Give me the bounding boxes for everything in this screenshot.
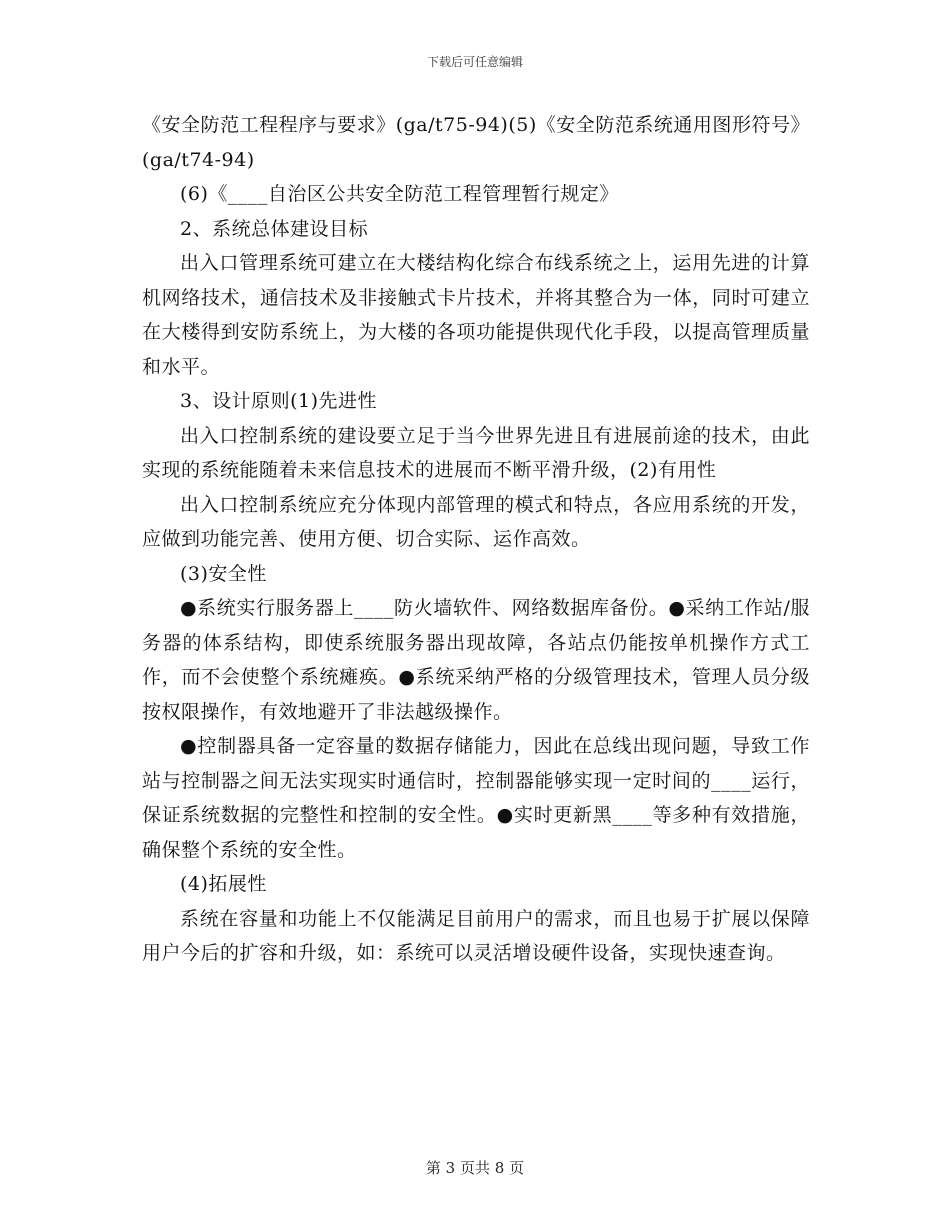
subheading-extensibility: (4)拓展性: [180, 873, 267, 895]
page-footer-page-number: 第 3 页共 8 页: [425, 1159, 525, 1177]
paragraph-security-measures-2: ●控制器具备一定容量的数据存储能力，因此在总线出现问题，导致工作站与控制器之间无法实现实时通信时，控制器能够实现一定时间的____运行，保证系统数据的完整性和控制的安全性。●实时更新黑____等多种有效措施，确保整个系统的安全性。: [142, 735, 810, 861]
paragraph-regional-regulation: (6)《____自治区公共安全防范工程管理暂行规定》: [180, 183, 619, 205]
paragraph-extensibility: 系统在容量和功能上不仅能满足目前用户的需求，而且也易于扩展以保障用户今后的扩容和升级，如：系统可以灵活增设硬件设备，实现快速查询。: [142, 907, 810, 964]
page-header: 下载后可任意编辑: [426, 55, 523, 69]
paragraph-security-measures-1: ●系统实行服务器上____防火墙软件、网络数据库备份。●采纳工作站/服务器的体系结构，即使系统服务器出现故障，各站点仍能按单机操作方式工作，而不会使整个系统瘫痪。●系统采纳严格的分级管理技术，管理人员分级按权限操作，有效地避开了非法越级操作。: [142, 597, 810, 723]
paragraph-advanced: 出入口控制系统的建设要立足于当今世界先进且有进展前途的技术，由此实现的系统能随着未来信息技术的进展而不断平滑升级，(2)有用性: [142, 424, 810, 481]
paragraph-standards-references: 《安全防范工程程序与要求》(ga/t75-94)(5)《安全防范系统通用图形符号》(ga/t74-94): [142, 114, 810, 171]
section-heading-overall-goal: 2、系统总体建设目标: [180, 217, 369, 240]
document-body: [142, 108, 810, 971]
section-heading-design-principles: 3、设计原则(1)先进性: [180, 390, 378, 412]
paragraph-usefulness: 出入口控制系统应充分体现内部管理的模式和特点，各应用系统的开发，应做到功能完善、使用方便、切合实际、运作高效。: [142, 493, 810, 550]
paragraph-overall-goal: 出入口管理系统可建立在大楼结构化综合布线系统之上，运用先进的计算机网络技术，通信技术及非接触式卡片技术，并将其整合为一体，同时可建立在大楼得到安防系统上，为大楼的各项功能提供现代化手段，以提高管理质量和水平。: [142, 252, 810, 378]
subheading-security: (3)安全性: [180, 562, 267, 585]
